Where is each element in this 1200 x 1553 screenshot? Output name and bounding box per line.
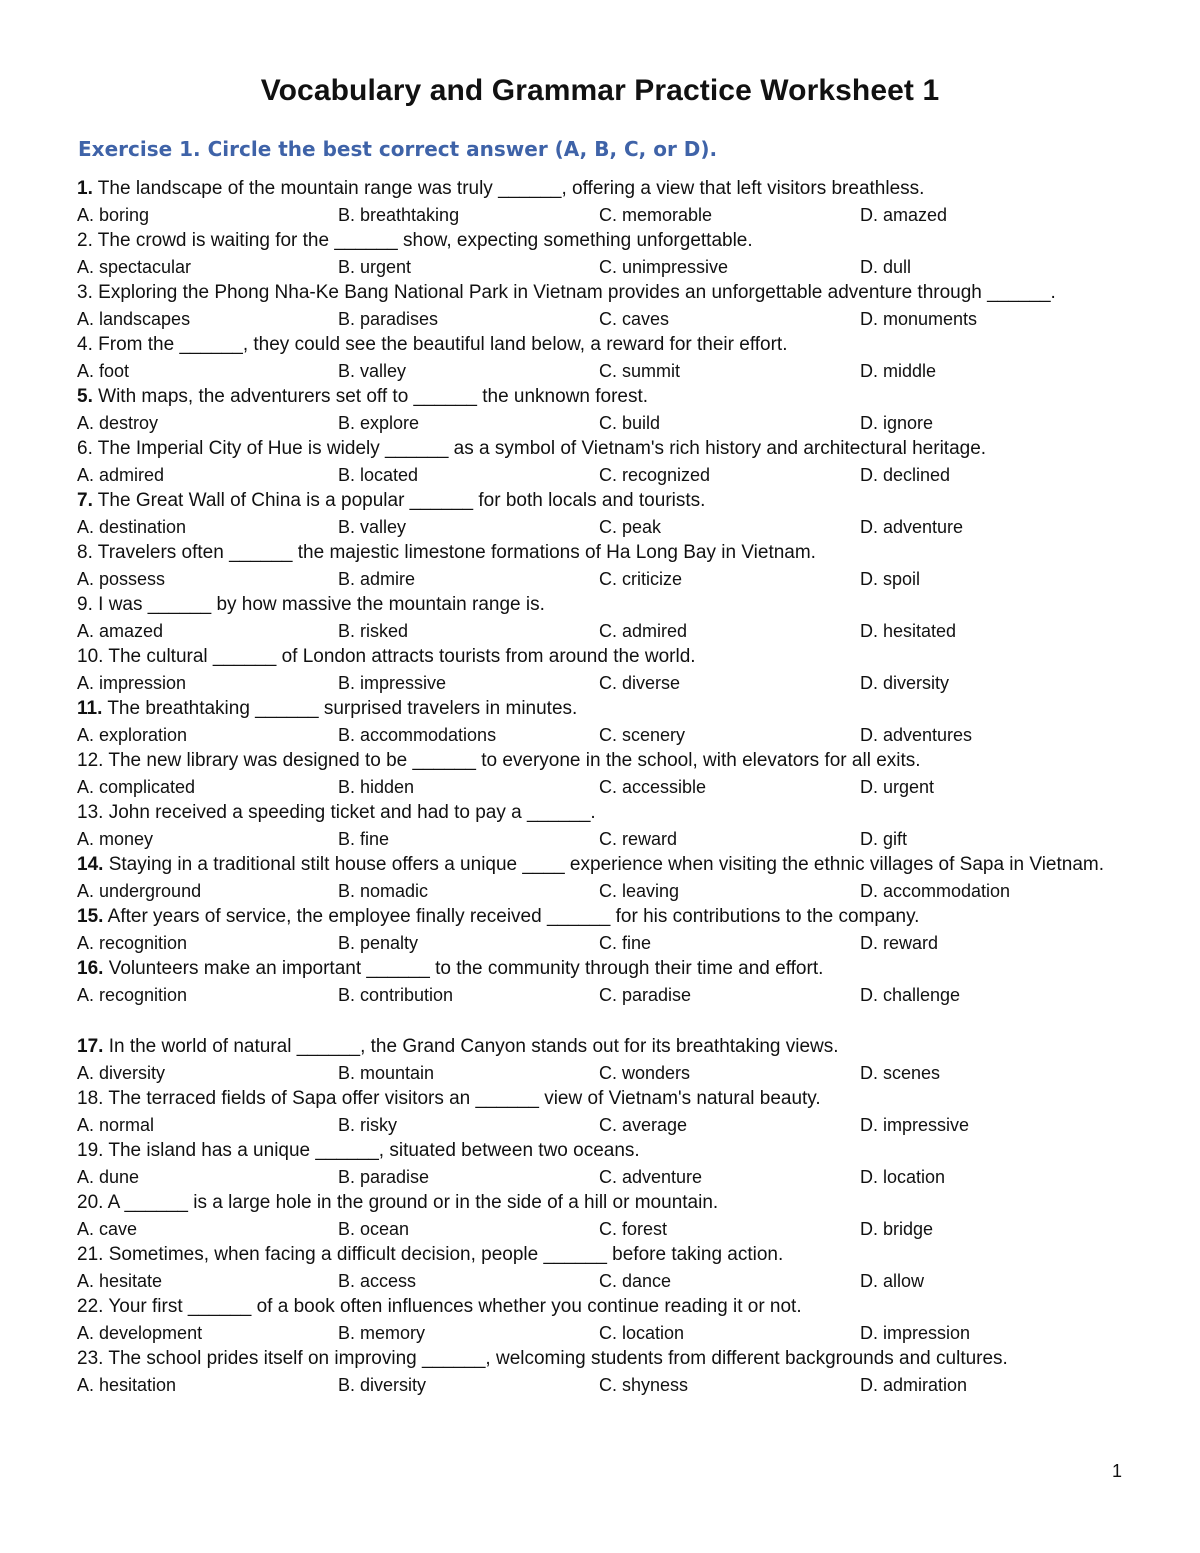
question-text: Sometimes, when facing a difficult decision, people ______ before taking action. xyxy=(108,1244,784,1265)
answer-option-a[interactable]: A. dune xyxy=(77,1167,140,1187)
answer-option-b[interactable]: B. risked xyxy=(338,621,409,641)
answer-option-d[interactable]: D. spoil xyxy=(860,569,921,589)
answer-options xyxy=(77,1216,1157,1242)
answer-option-c[interactable]: C. adventure xyxy=(599,1167,703,1187)
answer-option-d[interactable]: D. impression xyxy=(860,1323,971,1343)
question-item xyxy=(77,852,1157,904)
answer-options xyxy=(77,462,1157,488)
question-text: I was ______ by how massive the mountain range is. xyxy=(98,594,545,615)
answer-option-c[interactable]: C. unimpressive xyxy=(599,257,729,277)
question-stem xyxy=(77,436,1157,462)
question-stem xyxy=(77,176,1157,202)
answer-option-d[interactable]: D. declined xyxy=(860,465,951,485)
answer-option-a[interactable]: A. complicated xyxy=(77,777,196,797)
question-number: 18. xyxy=(77,1088,104,1109)
answer-options xyxy=(77,566,1157,592)
answer-option-a[interactable]: A. hesitate xyxy=(77,1271,163,1291)
question-stem xyxy=(77,748,1157,774)
question-number: 5. xyxy=(77,386,93,407)
answer-option-a[interactable]: A. boring xyxy=(77,205,150,225)
answer-options xyxy=(77,1268,1157,1294)
answer-option-d[interactable]: D. urgent xyxy=(860,777,935,797)
answer-options xyxy=(77,982,1157,1008)
answer-option-c[interactable]: C. diverse xyxy=(599,673,681,693)
question-text: Volunteers make an important ______ to the community through their time and effort. xyxy=(108,958,824,979)
question-stem xyxy=(77,1242,1157,1268)
answer-option-d[interactable]: D. gift xyxy=(860,829,908,849)
question-item xyxy=(77,540,1157,592)
question-number: 10. xyxy=(77,646,104,667)
answer-option-b[interactable]: B. impressive xyxy=(338,673,447,693)
answer-option-a[interactable]: A. recognition xyxy=(77,985,188,1005)
question-stem xyxy=(77,1034,1157,1060)
question-item xyxy=(77,436,1157,488)
answer-option-c[interactable]: C. peak xyxy=(599,517,662,537)
answer-option-d[interactable]: D. hesitated xyxy=(860,621,957,641)
question-item xyxy=(77,904,1157,956)
question-item xyxy=(77,228,1157,280)
question-stem xyxy=(77,540,1157,566)
question-item xyxy=(77,1138,1157,1190)
question-stem xyxy=(77,696,1157,722)
answer-option-b[interactable]: B. paradise xyxy=(338,1167,430,1187)
question-text: The terraced fields of Sapa offer visitors an ______ view of Vietnam's natural beauty. xyxy=(108,1088,821,1109)
answer-option-b[interactable]: B. valley xyxy=(338,517,407,537)
page-title: Vocabulary and Grammar Practice Worksheet 1 xyxy=(260,74,940,107)
question-text: The landscape of the mountain range was truly ______, offering a view that left visitors breathless. xyxy=(97,178,925,199)
answer-option-d[interactable]: D. ignore xyxy=(860,413,934,433)
answer-options xyxy=(77,1060,1157,1086)
question-text: With maps, the adventurers set off to ______ the unknown forest. xyxy=(98,386,649,407)
question-item xyxy=(77,176,1157,228)
answer-option-a[interactable]: A. destroy xyxy=(77,413,159,433)
answer-options xyxy=(77,774,1157,800)
question-text: The island has a unique ______, situated between two oceans. xyxy=(108,1140,640,1161)
answer-option-c[interactable]: C. scenery xyxy=(599,725,686,745)
answer-option-b[interactable]: B. diversity xyxy=(338,1375,427,1395)
answer-options xyxy=(77,1372,1157,1398)
answer-option-a[interactable]: A. spectacular xyxy=(77,257,192,277)
answer-option-d[interactable]: D. monuments xyxy=(860,309,978,329)
answer-option-b[interactable]: B. paradises xyxy=(338,309,439,329)
answer-option-d[interactable]: D. middle xyxy=(860,361,937,381)
answer-option-d[interactable]: D. impressive xyxy=(860,1115,970,1135)
answer-option-a[interactable]: A. amazed xyxy=(77,621,164,641)
question-text: The crowd is waiting for the ______ show, expecting something unforgettable. xyxy=(97,230,753,251)
question-list xyxy=(77,176,1157,1398)
question-stem xyxy=(77,332,1157,358)
answer-option-d[interactable]: D. challenge xyxy=(860,985,961,1005)
answer-option-b[interactable]: B. memory xyxy=(338,1323,426,1343)
question-number: 21. xyxy=(77,1244,104,1265)
answer-option-c[interactable]: C. location xyxy=(599,1323,685,1343)
question-item xyxy=(77,1086,1157,1138)
question-stem xyxy=(77,904,1157,930)
question-number: 17. xyxy=(77,1036,104,1057)
answer-option-d[interactable]: D. accommodation xyxy=(860,881,1011,901)
answer-option-b[interactable]: B. urgent xyxy=(338,257,412,277)
answer-option-c[interactable]: C. fine xyxy=(599,933,652,953)
question-number: 22. xyxy=(77,1296,104,1317)
page-number: 1 xyxy=(1111,1461,1122,1481)
answer-option-d[interactable]: D. allow xyxy=(860,1271,925,1291)
question-number: 16. xyxy=(77,958,104,979)
answer-option-d[interactable]: D. adventure xyxy=(860,517,964,537)
answer-option-a[interactable]: A. foot xyxy=(77,361,130,381)
answer-option-a[interactable]: A. underground xyxy=(77,881,202,901)
answer-options xyxy=(77,1164,1157,1190)
answer-option-c[interactable]: C. caves xyxy=(599,309,670,329)
answer-option-d[interactable]: D. location xyxy=(860,1167,946,1187)
question-number: 2. xyxy=(77,230,93,251)
question-stem xyxy=(77,384,1157,410)
question-item xyxy=(77,1242,1157,1294)
answer-options xyxy=(77,670,1157,696)
question-item xyxy=(77,1034,1157,1086)
answer-option-c[interactable]: C. shyness xyxy=(599,1375,689,1395)
answer-option-a[interactable]: A. exploration xyxy=(77,725,188,745)
answer-option-b[interactable]: B. contribution xyxy=(338,985,454,1005)
question-item xyxy=(77,1190,1157,1242)
question-item xyxy=(77,488,1157,540)
question-stem xyxy=(77,1190,1157,1216)
answer-option-a[interactable]: A. destination xyxy=(77,517,187,537)
answer-option-c[interactable]: C. build xyxy=(599,413,661,433)
question-number: 6. xyxy=(77,438,93,459)
answer-option-c[interactable]: C. admired xyxy=(599,621,688,641)
question-number: 23. xyxy=(77,1348,104,1369)
question-text: John received a speeding ticket and had to pay a ______. xyxy=(108,802,596,823)
answer-option-a[interactable]: A. admired xyxy=(77,465,165,485)
answer-option-c[interactable]: C. recognized xyxy=(599,465,711,485)
question-stem xyxy=(77,488,1157,514)
answer-option-b[interactable]: B. valley xyxy=(338,361,407,381)
question-number: 3. xyxy=(77,282,93,303)
answer-options xyxy=(77,254,1157,280)
answer-options xyxy=(77,514,1157,540)
answer-option-d[interactable]: D. diversity xyxy=(860,673,950,693)
question-item xyxy=(77,332,1157,384)
question-text: The breathtaking ______ surprised travelers in minutes. xyxy=(107,698,578,719)
question-text: The school prides itself on improving ______, welcoming students from different backgrounds and cultures. xyxy=(108,1348,1008,1369)
answer-option-b[interactable]: B. located xyxy=(338,465,419,485)
question-text: A ______ is a large hole in the ground or in the side of a hill or mountain. xyxy=(107,1192,719,1213)
answer-option-b[interactable]: B. accommodations xyxy=(338,725,497,745)
answer-options xyxy=(77,826,1157,852)
answer-option-a[interactable]: A. recognition xyxy=(77,933,188,953)
question-number: 8. xyxy=(77,542,93,563)
answer-option-c[interactable]: C. forest xyxy=(599,1219,668,1239)
answer-option-a[interactable]: A. normal xyxy=(77,1115,155,1135)
question-stem xyxy=(77,800,1157,826)
answer-option-c[interactable]: C. wonders xyxy=(599,1063,691,1083)
question-item xyxy=(77,280,1157,332)
answer-option-d[interactable]: D. amazed xyxy=(860,205,948,225)
answer-option-d[interactable]: D. scenes xyxy=(860,1063,941,1083)
answer-option-d[interactable]: D. dull xyxy=(860,257,912,277)
answer-option-b[interactable]: B. risky xyxy=(338,1115,398,1135)
answer-option-a[interactable]: A. impression xyxy=(77,673,187,693)
answer-option-b[interactable]: B. ocean xyxy=(338,1219,410,1239)
answer-options xyxy=(77,618,1157,644)
question-text: Exploring the Phong Nha-Ke Bang National Park in Vietnam provides an unforgettable adventure through ______. xyxy=(98,282,1056,303)
answer-option-a[interactable]: A. landscapes xyxy=(77,309,191,329)
answer-option-c[interactable]: C. accessible xyxy=(599,777,707,797)
question-item xyxy=(77,384,1157,436)
answer-option-d[interactable]: D. bridge xyxy=(860,1219,934,1239)
answer-options xyxy=(77,1320,1157,1346)
answer-option-b[interactable]: B. admire xyxy=(338,569,416,589)
answer-options xyxy=(77,358,1157,384)
question-number: 7. xyxy=(77,490,93,511)
answer-option-c[interactable]: C. leaving xyxy=(599,881,680,901)
answer-option-a[interactable]: A. cave xyxy=(77,1219,138,1239)
question-number: 12. xyxy=(77,750,104,771)
answer-option-b[interactable]: B. nomadic xyxy=(338,881,429,901)
answer-option-d[interactable]: D. admiration xyxy=(860,1375,968,1395)
answer-option-b[interactable]: B. explore xyxy=(338,413,420,433)
question-stem xyxy=(77,1138,1157,1164)
question-stem xyxy=(77,1346,1157,1372)
question-text: The Great Wall of China is a popular ______ for both locals and tourists. xyxy=(97,490,706,511)
question-number: 9. xyxy=(77,594,93,615)
answer-option-b[interactable]: B. mountain xyxy=(338,1063,435,1083)
answer-options xyxy=(77,1112,1157,1138)
question-item xyxy=(77,644,1157,696)
question-stem xyxy=(77,280,1157,306)
answer-option-c[interactable]: C. dance xyxy=(599,1271,672,1291)
answer-options xyxy=(77,410,1157,436)
answer-option-b[interactable]: B. hidden xyxy=(338,777,415,797)
answer-option-c[interactable]: C. memorable xyxy=(599,205,713,225)
answer-options xyxy=(77,306,1157,332)
exercise-heading: Exercise 1. Circle the best correct answer (A, B, C, or D). xyxy=(78,137,718,161)
answer-options xyxy=(77,202,1157,228)
answer-options xyxy=(77,878,1157,904)
question-item xyxy=(77,1346,1157,1398)
question-item xyxy=(77,1294,1157,1346)
answer-option-c[interactable]: C. paradise xyxy=(599,985,692,1005)
question-number: 11. xyxy=(77,698,103,719)
question-stem xyxy=(77,852,1117,878)
answer-option-a[interactable]: A. money xyxy=(77,829,154,849)
question-text: After years of service, the employee finally received ______ for his contributions to the company. xyxy=(107,906,920,927)
question-number: 13. xyxy=(77,802,104,823)
question-text: Staying in a traditional stilt house offers a unique ____ experience when visiting the ethnic villages of Sapa in Vietnam. xyxy=(108,854,1105,875)
question-stem xyxy=(77,228,1157,254)
question-text: Travelers often ______ the majestic limestone formations of Ha Long Bay in Vietnam. xyxy=(97,542,816,563)
question-text: The cultural ______ of London attracts tourists from around the world. xyxy=(108,646,696,667)
answer-option-a[interactable]: A. possess xyxy=(77,569,166,589)
answer-option-c[interactable]: C. summit xyxy=(599,361,680,381)
question-number: 14. xyxy=(77,854,104,875)
answer-option-c[interactable]: C. average xyxy=(599,1115,688,1135)
question-number: 4. xyxy=(77,334,93,355)
answer-options xyxy=(77,722,1157,748)
question-number: 20. xyxy=(77,1192,104,1213)
question-stem xyxy=(77,592,1157,618)
question-text: From the ______, they could see the beautiful land below, a reward for their effort. xyxy=(98,334,788,355)
question-item xyxy=(77,748,1157,800)
answer-option-b[interactable]: B. breathtaking xyxy=(338,205,460,225)
answer-option-c[interactable]: C. criticize xyxy=(599,569,683,589)
answer-option-b[interactable]: B. penalty xyxy=(338,933,419,953)
answer-option-b[interactable]: B. fine xyxy=(338,829,390,849)
answer-option-b[interactable]: B. access xyxy=(338,1271,417,1291)
answer-options xyxy=(77,930,1157,956)
question-item xyxy=(77,696,1157,748)
answer-option-d[interactable]: D. adventures xyxy=(860,725,973,745)
answer-option-a[interactable]: A. diversity xyxy=(77,1063,166,1083)
answer-option-a[interactable]: A. hesitation xyxy=(77,1375,177,1395)
question-stem xyxy=(77,644,1157,670)
question-number: 15. xyxy=(77,906,104,927)
question-stem xyxy=(77,1294,1157,1320)
answer-option-a[interactable]: A. development xyxy=(77,1323,203,1343)
question-stem xyxy=(77,956,1157,982)
question-text: The new library was designed to be ______ to everyone in the school, with elevators for all exits. xyxy=(108,750,921,771)
question-text: In the world of natural ______, the Grand Canyon stands out for its breathtaking views. xyxy=(108,1036,839,1057)
question-item xyxy=(77,592,1157,644)
question-number: 1. xyxy=(77,178,93,199)
question-text: The Imperial City of Hue is widely ______ as a symbol of Vietnam's rich history and architectural heritage. xyxy=(97,438,987,459)
answer-option-c[interactable]: C. reward xyxy=(599,829,678,849)
question-stem xyxy=(77,1086,1157,1112)
answer-option-d[interactable]: D. reward xyxy=(860,933,939,953)
question-item xyxy=(77,800,1157,852)
question-item xyxy=(77,956,1157,1008)
question-text: Your first ______ of a book often influences whether you continue reading it or not. xyxy=(108,1296,802,1317)
question-number: 19. xyxy=(77,1140,104,1161)
